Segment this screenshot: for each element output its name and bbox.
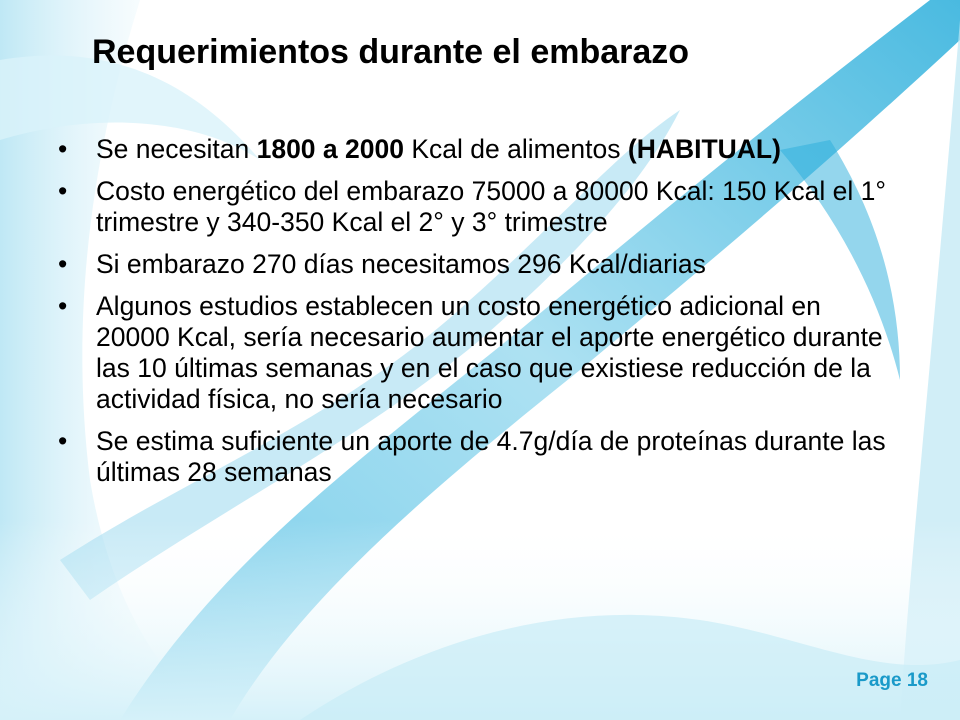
bullet-dot: • [58, 134, 68, 164]
bullet-item [54, 176, 899, 238]
bullet-text: Se necesitan [96, 134, 257, 164]
bullet-item [54, 134, 899, 165]
bullet-dot: • [58, 291, 68, 321]
bullet-text: Kcal de alimentos [403, 134, 628, 164]
bullet-list [54, 134, 899, 499]
bullet-item [54, 291, 899, 415]
bullet-item [54, 249, 899, 280]
bullet-dot: • [58, 249, 68, 279]
bullet-text: Si embarazo 270 días necesitamos 296 Kcal/diarias [96, 249, 706, 279]
bullet-dot: • [58, 426, 68, 456]
bullet-item [54, 426, 899, 488]
bullet-text: Costo energético del embarazo 75000 a 80000 Kcal: 150 Kcal el 1° trimestre y 340-350 Kcal el 2° y 3° trimestre [96, 176, 886, 237]
bullet-text: Algunos estudios establecen un costo energético adicional en 20000 Kcal, sería necesario aumentar el aporte energético durante las 10 últimas semanas y en el caso que existiese reducción de la actividad física, no sería necesario [96, 291, 883, 414]
page-number: Page 18 [856, 670, 928, 691]
slide-title: Requerimientos durante el embarazo [92, 33, 690, 71]
bullet-dot: • [58, 176, 68, 206]
bullet-bold-text: (HABITUAL) [627, 134, 781, 164]
bullet-bold-text: 1800 a 2000 [256, 134, 404, 164]
bullet-text: Se estima suficiente un aporte de 4.7g/día de proteínas durante las últimas 28 semanas [96, 426, 886, 487]
